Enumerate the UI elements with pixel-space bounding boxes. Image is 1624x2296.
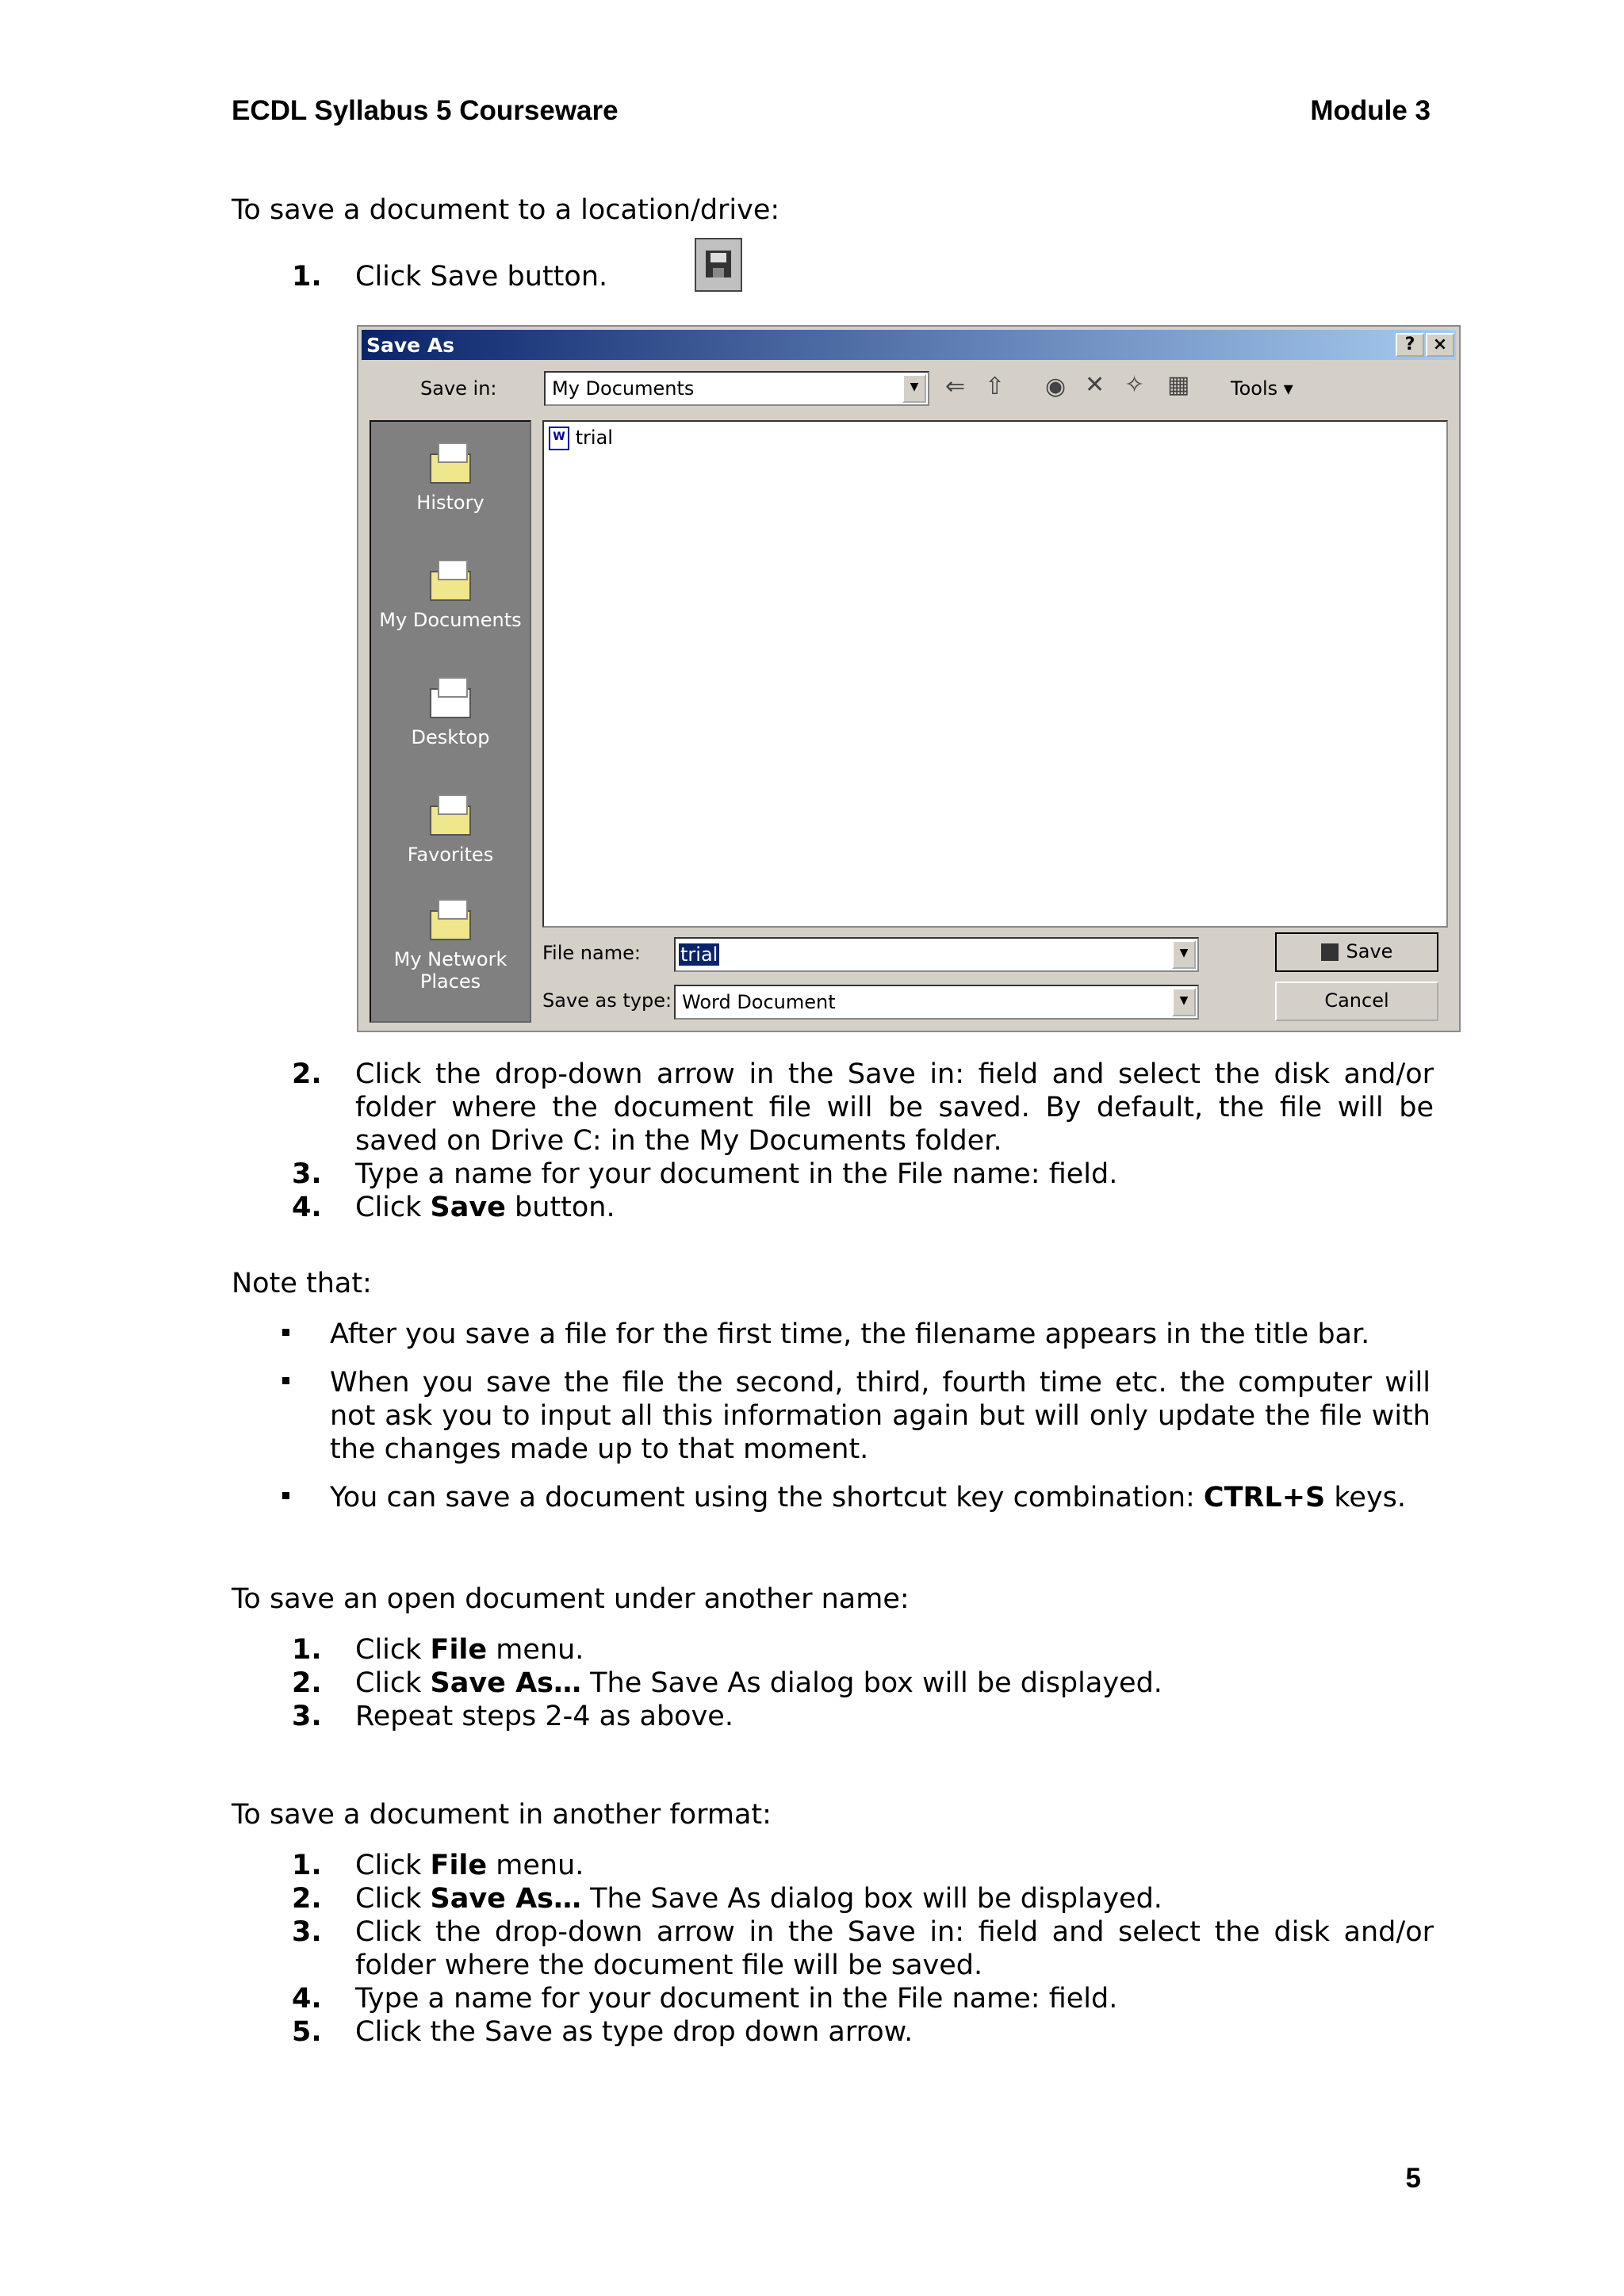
section1-step1-list — [292, 260, 1434, 293]
bullet-text-bold: CTRL+S — [1203, 1482, 1326, 1513]
step-text-bold: Save As… — [430, 1667, 582, 1699]
place-my-documents[interactable] — [371, 558, 530, 631]
step-text: Type a name for your document in the File name: field. — [355, 1983, 1118, 2015]
favorites-icon — [430, 806, 471, 836]
bullet-text-pre: You can save a document using the shortcut key combination: — [330, 1482, 1204, 1513]
bullet-text: After you save a file for the first time, the filename appears in the title bar. — [330, 1318, 1370, 1350]
file-name-label: File name: — [542, 942, 641, 964]
file-name-field[interactable] — [674, 937, 1199, 972]
step-text-pre: Click — [355, 1192, 431, 1223]
close-button[interactable]: × — [1426, 333, 1454, 357]
chevron-down-icon[interactable]: ▼ — [902, 374, 926, 403]
file-list[interactable] — [542, 420, 1448, 928]
list-item — [292, 1058, 1434, 1158]
save-as-type-dropdown[interactable] — [674, 985, 1199, 1020]
views-icon[interactable]: ▦ — [1167, 371, 1190, 399]
step-number: 2. — [292, 1058, 322, 1090]
save-in-label: Save in: — [420, 377, 497, 400]
step-number: 4. — [292, 1983, 322, 2015]
save-in-dropdown[interactable] — [544, 371, 929, 406]
tools-menu[interactable]: Tools ▾ — [1231, 377, 1293, 400]
places-bar — [370, 420, 531, 1023]
bullet-text-post: keys. — [1325, 1482, 1407, 1513]
delete-icon[interactable]: ✕ — [1085, 371, 1105, 399]
step-text-post: menu. — [487, 1634, 584, 1666]
step-text-pre: Click — [355, 1667, 431, 1699]
list-item — [292, 260, 1434, 293]
step-number: 1. — [292, 1850, 322, 1881]
search-web-icon[interactable]: ◉ — [1045, 373, 1067, 400]
list-item — [282, 1318, 1431, 1351]
list-item[interactable] — [549, 427, 613, 450]
save-disk-icon — [1321, 943, 1339, 961]
step-number: 1. — [292, 261, 322, 293]
step-text-post: The Save As dialog box will be displayed. — [581, 1667, 1162, 1699]
step-text-pre: Click — [355, 1883, 431, 1915]
new-folder-icon[interactable]: ✧ — [1124, 371, 1145, 399]
list-item — [292, 1158, 1434, 1191]
step-text-post: button. — [505, 1192, 615, 1223]
step-text-pre: Click — [355, 1634, 431, 1666]
file-name-value: trial — [680, 943, 718, 966]
step-number: 2. — [292, 1667, 322, 1699]
step-number: 4. — [292, 1192, 322, 1223]
step-text-bold: Save — [430, 1192, 506, 1223]
step-number: 1. — [292, 1634, 322, 1666]
file-label: trial — [575, 427, 613, 449]
floppy-disk-icon — [706, 251, 731, 277]
list-item — [292, 1982, 1434, 2015]
place-my-network-places[interactable] — [371, 897, 530, 993]
place-favorites[interactable] — [371, 793, 530, 866]
bullet-square-icon — [282, 1492, 289, 1499]
chevron-down-icon[interactable]: ▼ — [1172, 988, 1196, 1016]
section3-intro: To save a document in another format: — [232, 1799, 772, 1831]
step-text: Click the Save as type drop down arrow. — [355, 2016, 914, 2048]
bullet-text: When you save the file the second, third, fourth time etc. the computer will not ask you to input all this information again but will only update the file with the changes made up to that moment. — [330, 1367, 1431, 1465]
list-item — [292, 1667, 1434, 1700]
section2-steps — [292, 1633, 1434, 1733]
my-documents-icon — [430, 571, 471, 601]
chevron-down-icon[interactable]: ▼ — [1172, 940, 1196, 969]
list-item — [292, 2015, 1434, 2049]
place-label: My Network Places — [393, 948, 508, 993]
save-button-image — [695, 238, 742, 292]
save-button[interactable] — [1275, 932, 1438, 972]
step-text: Repeat steps 2-4 as above. — [355, 1701, 733, 1732]
step-number: 5. — [292, 2016, 322, 2048]
save-button-label: Save — [1346, 940, 1393, 962]
step-text-pre: Click — [355, 1850, 431, 1881]
header-module: Module 3 — [1310, 95, 1431, 126]
place-label: My Documents — [379, 609, 522, 631]
up-folder-icon[interactable]: ⇧ — [985, 373, 1005, 400]
step-text-bold: File — [430, 1850, 488, 1881]
step-text: Click the drop-down arrow in the Save in: field and select the disk and/or folder where the document file will be saved. — [355, 1916, 1434, 1981]
header-title: ECDL Syllabus 5 Courseware — [232, 95, 619, 126]
list-item — [292, 1191, 1434, 1224]
step-text: Type a name for your document in the File name: field. — [355, 1158, 1118, 1190]
step-text-post: menu. — [487, 1850, 584, 1881]
section1-steps — [292, 1058, 1434, 1224]
step-number: 3. — [292, 1916, 322, 1948]
section1-intro: To save a document to a location/drive: — [232, 194, 780, 226]
dialog-title: Save As — [366, 334, 455, 357]
word-document-icon: W — [549, 427, 569, 450]
dialog-titlebar — [362, 330, 1456, 360]
place-label: Favorites — [407, 844, 494, 866]
list-item — [292, 1882, 1434, 1915]
place-label: History — [416, 492, 485, 514]
history-icon — [430, 453, 471, 484]
step-text-bold: Save As… — [430, 1883, 582, 1915]
list-item — [292, 1849, 1434, 1882]
page-number: 5 — [1405, 2163, 1421, 2194]
step-text-bold: File — [430, 1634, 488, 1666]
note-intro: Note that: — [232, 1268, 372, 1299]
place-label: Desktop — [411, 726, 490, 748]
step-text-post: The Save As dialog box will be displayed. — [581, 1883, 1162, 1915]
bullet-square-icon — [282, 1377, 289, 1384]
section3-steps — [292, 1849, 1434, 2049]
save-as-type-value: Word Document — [682, 991, 836, 1013]
step-number: 3. — [292, 1701, 322, 1732]
step-number: 2. — [292, 1883, 322, 1915]
list-item — [292, 1633, 1434, 1667]
save-as-type-label: Save as type: — [542, 989, 672, 1012]
save-in-value: My Documents — [552, 377, 695, 400]
network-places-icon — [430, 910, 471, 940]
list-item — [292, 1700, 1434, 1733]
place-history[interactable] — [371, 441, 530, 514]
desktop-icon — [430, 688, 471, 718]
step-text: Click Save button. — [355, 261, 608, 293]
help-button[interactable]: ? — [1396, 333, 1424, 357]
step-text: Click the drop-down arrow in the Save in: field and select the disk and/or folder where the document file will be saved. By default, the file will be saved on Drive C: in the My Documents folder. — [355, 1058, 1434, 1157]
step-number: 3. — [292, 1158, 322, 1190]
note-bullets — [282, 1318, 1431, 1529]
list-item — [292, 1915, 1434, 1982]
save-as-dialog — [357, 325, 1461, 1032]
list-item — [282, 1481, 1431, 1514]
list-item — [282, 1366, 1431, 1466]
bullet-square-icon — [282, 1329, 289, 1336]
cancel-button[interactable]: Cancel — [1275, 982, 1438, 1021]
back-arrow-icon[interactable]: ⇐ — [945, 373, 966, 400]
tools-label: Tools — [1231, 377, 1278, 400]
section2-intro: To save an open document under another name: — [232, 1583, 910, 1615]
place-desktop[interactable] — [371, 675, 530, 748]
